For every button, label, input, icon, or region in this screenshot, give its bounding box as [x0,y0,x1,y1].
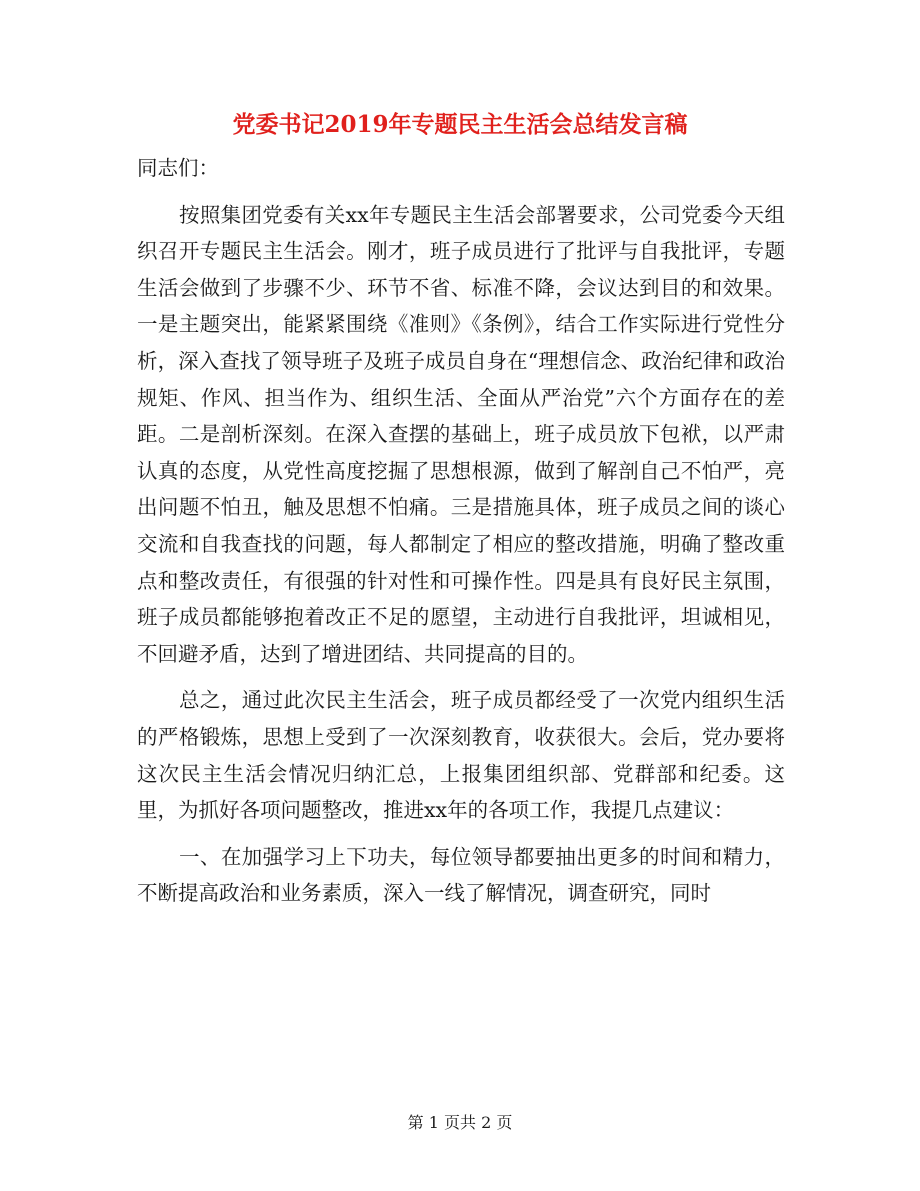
page-number-footer: 第 1 页共 2 页 [407,1113,513,1132]
paragraph-3: 一、在加强学习上下功夫，每位领导都要抽出更多的时间和精力，不断提高政治和业务素质，深入一线了解情况，调查研究，同时 [137,844,785,906]
paragraph-2: 总之，通过此次民主生活会，班子成员都经受了一次党内组织生活的严格锻炼，思想上受到了一次深刻教育，收获很大。会后，党办要将这次民主生活会情况归纳汇总，上报集团组织部、党群部和纪委。这里，为抓好各项问题整改，推进xx年的各项工作，我提几点建议： [137,688,785,823]
salutation: 同志们： [137,156,219,180]
document-title: 党委书记2019年专题民主生活会总结发言稿 [232,111,688,138]
paragraph-1: 按照集团党委有关xx年专题民主生活会部署要求，公司党委今天组织召开专题民主生活会。刚才，班子成员进行了批评与自我批评，专题生活会做到了步骤不少、环节不省、标准不降，会议达到目的和效果。一是主题突出，能紧紧围绕《准则》《条例》，结合工作实际进行党性分析，深入查找了领导班子及班子成员自身在“理想信念、政治纪律和政治规矩、作风、担当作为、组织生活、全面从严治党”六个方面存在的差距。二是剖析深刻。在深入查摆的基础上，班子成员放下包袱，以严肃认真的态度，从党性高度挖掘了思想根源，做到了解剖自己不怕严，亮出问题不怕丑，触及思想不怕痛。三是措施具体，班子成员之间的谈心交流和自我查找的问题，每人都制定了相应的整改措施，明确了整改重点和整改责任，有很强的针对性和可操作性。四是具有良好民主氛围，班子成员都能够抱着改正不足的愿望，主动进行自我批评，坦诚相见，不回避矛盾，达到了增进团结、共同提高的目的。 [137,202,785,666]
document-body [137,150,785,912]
